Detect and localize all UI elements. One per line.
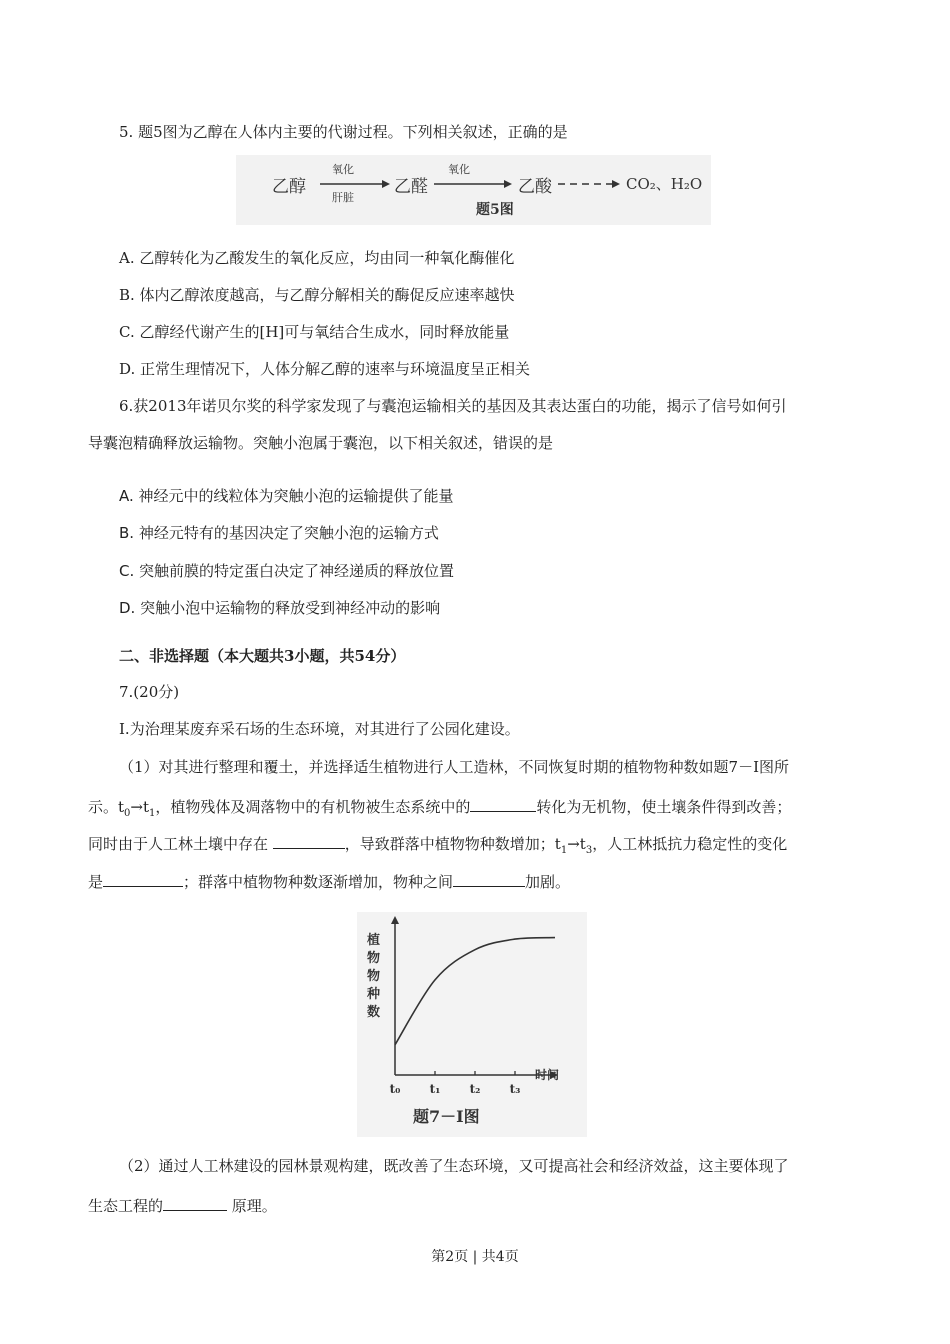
- q7-chart: [357, 912, 587, 1137]
- fig5-ethanol: 乙醇: [272, 177, 306, 197]
- q5-option-b: B. 体内乙醇浓度越高，与乙醇分解相关的酶促反应速率越快: [119, 286, 515, 304]
- q5-option-d: D. 正常生理情况下，人体分解乙醇的速率与环境温度呈正相关: [119, 360, 531, 378]
- q6-stem-line2: 导囊泡精确释放运输物。突触小泡属于囊泡，以下相关叙述，错误的是: [88, 434, 554, 452]
- q6-option-b: B. 神经元特有的基因决定了突触小泡的运输方式: [119, 524, 439, 542]
- fig5-liver: 肝脏: [332, 191, 354, 204]
- fig5-dashed-arrow: [558, 179, 620, 189]
- fig5-oxidation-1: 氧化: [332, 163, 354, 176]
- y-axis-arrow: [391, 916, 399, 924]
- q7-part1: Ⅰ.为治理某废弃采石场的生态环境，对其进行了公园化建设。: [119, 720, 520, 738]
- q6-option-d: D. 突触小泡中运输物的释放受到神经冲动的影响: [119, 599, 441, 617]
- answer-blank-2[interactable]: [273, 832, 345, 849]
- q7-p2-line1: （2）通过人工林建设的园林景观构建，既改善了生态环境，又可提高社会和经济效益，这主要体现了: [119, 1157, 789, 1175]
- q6-option-a: A. 神经元中的线粒体为突触小泡的运输提供了能量: [119, 487, 454, 505]
- q7-p2-line2: 生态工程的 原理。: [88, 1194, 277, 1216]
- page-footer: 第2页 | 共4页: [431, 1249, 519, 1265]
- fig5-products: CO₂、H₂O: [626, 175, 703, 193]
- fig5-caption: 题5图: [476, 202, 514, 218]
- q7-p1-line1: （1）对其进行整理和覆土，并选择适生植物进行人工造林，不同恢复时期的植物物种数如题7－Ⅰ图所: [119, 758, 790, 776]
- fig5-acetaldehyde: 乙醛: [394, 177, 428, 197]
- q5-option-a: A. 乙醇转化为乙酸发生的氧化反应，均由同一种氧化酶催化: [119, 249, 515, 267]
- q7-title: 7.(20分): [119, 683, 180, 701]
- answer-blank-4[interactable]: [453, 870, 525, 887]
- answer-blank-5[interactable]: [163, 1194, 227, 1211]
- q6-stem-line1: 6.获2013年诺贝尔奖的科学家发现了与囊泡运输相关的基因及其表达蛋白的功能，揭示了信号如何引: [119, 397, 787, 415]
- q7-p1-line4: 是 ；群落中植物物种数逐渐增加，物种之间 加剧。: [88, 870, 570, 892]
- x-tick-label: t₃: [509, 1082, 521, 1096]
- fig5-oxidation-2: 氧化: [448, 163, 470, 176]
- answer-blank-1[interactable]: [470, 795, 536, 812]
- chart-title: 题7－Ⅰ图: [413, 1107, 480, 1126]
- series-line: [395, 938, 555, 1045]
- q6-option-c: C. 突触前膜的特定蛋白决定了神经递质的释放位置: [119, 562, 455, 580]
- answer-blank-3[interactable]: [103, 870, 183, 887]
- q7-p1-line3: 同时由于人工林土壤中存在 ，导致群落中植物物种数增加；$t_1\to t_3$，人工林抵抗力稳定性的变化: [88, 832, 787, 861]
- fig5-arrow-2: [434, 179, 512, 189]
- x-tick-label: t₁: [429, 1082, 441, 1096]
- q5-figure: [236, 155, 711, 225]
- q7-p1-line2: 示。$t_0\to t_1$，植物残体及凋落物中的有机物被生态系统中的 转化为无机物，使土壤条件得到改善；: [88, 795, 791, 824]
- section-heading: 二、非选择题（本大题共3小题，共54分）: [119, 647, 406, 665]
- x-tick-label: t₂: [469, 1082, 481, 1096]
- y-axis-label: 植物物种数: [367, 933, 381, 1020]
- x-axis-label: 时间: [535, 1068, 560, 1082]
- fig5-arrow-1: [320, 179, 390, 189]
- q5-stem: 5. 题5图为乙醇在人体内主要的代谢过程。下列相关叙述，正确的是: [119, 123, 568, 141]
- x-tick-label: t₀: [389, 1082, 401, 1096]
- q5-option-c: C. 乙醇经代谢产生的[H]可与氧结合生成水，同时释放能量: [119, 323, 510, 341]
- fig5-acetic-acid: 乙酸: [518, 177, 552, 197]
